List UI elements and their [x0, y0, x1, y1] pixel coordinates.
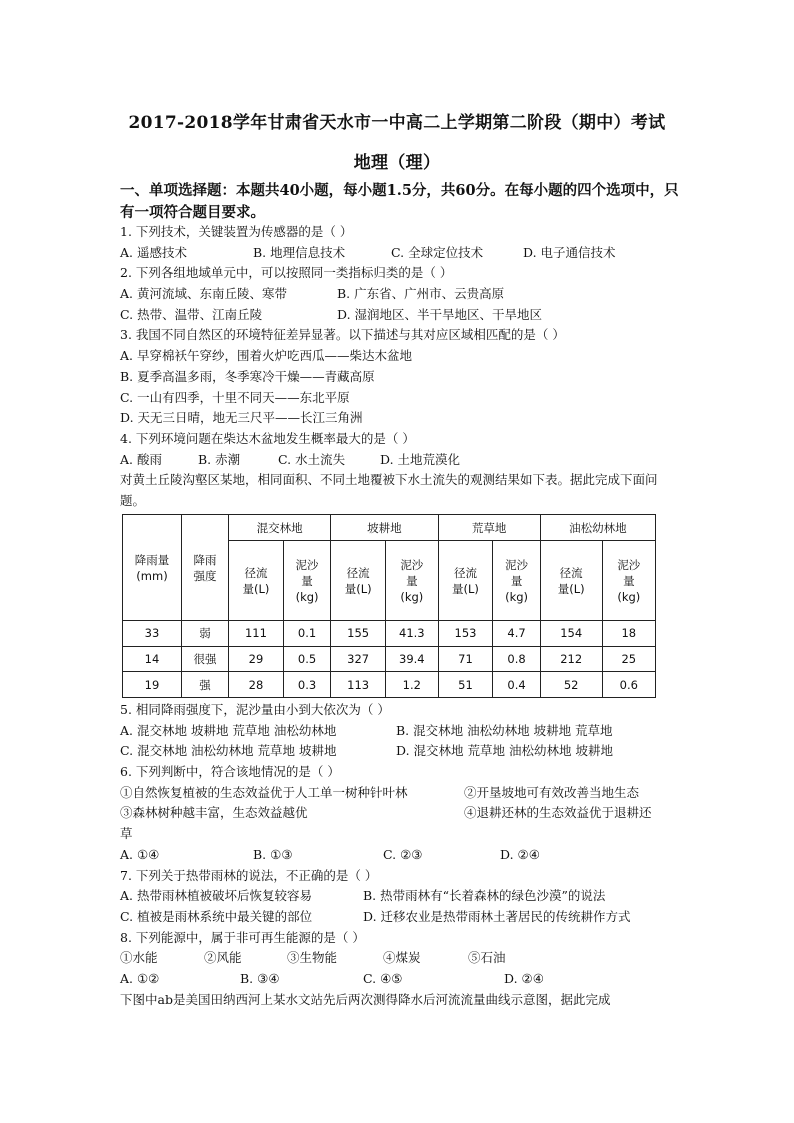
- group-slope-farmland: 坡耕地: [331, 515, 438, 541]
- q8-item-4: ④煤炭: [383, 950, 421, 966]
- sediment-label: 泥沙: [295, 557, 319, 572]
- q8-item-3: ③生物能: [287, 950, 338, 966]
- question-list: [120, 222, 680, 512]
- sediment-label: 泥沙: [400, 557, 424, 572]
- q2-option-c: C. 热带、温带、江南丘陵: [120, 306, 263, 322]
- q4-option-d: D. 土地荒漠化: [380, 451, 461, 467]
- cell-value: 41.3: [386, 621, 438, 647]
- q2-option-d: D. 湿润地区、半干旱地区、干旱地区: [337, 306, 543, 322]
- q4-option-b: B. 赤潮: [198, 451, 241, 467]
- sediment-label2: 量: [510, 573, 523, 588]
- cell-value: 113: [331, 672, 386, 698]
- cell-intensity: 很强: [182, 646, 229, 672]
- header-intensity: [182, 515, 229, 621]
- soil-erosion-table: [122, 514, 656, 698]
- q6-option-b: B. ①③: [253, 846, 293, 862]
- cell-intensity: 强: [182, 672, 229, 698]
- q1-option-c: C. 全球定位技术: [391, 244, 484, 260]
- q8-option-b: B. ③④: [240, 970, 280, 986]
- cell-value: 327: [331, 646, 386, 672]
- subheader-sediment: [283, 541, 330, 621]
- cell-intensity: 弱: [182, 621, 229, 647]
- cell-value: 155: [331, 621, 386, 647]
- runoff-label: 径流: [346, 565, 370, 580]
- subheader-runoff: [331, 541, 386, 621]
- q2-options-row2: [120, 305, 680, 326]
- q8-option-a: A. ①②: [120, 970, 160, 986]
- figure-passage: 下图中ab是美国田纳西河上某水文站先后两次测得降水后河流流量曲线示意图，据此完成: [120, 991, 611, 1007]
- q8-item-1: ①水能: [120, 950, 158, 966]
- q6-statements-row1: [120, 783, 680, 804]
- header-rainfall-unit: (mm): [136, 568, 168, 583]
- runoff-unit: 量(L): [557, 581, 585, 596]
- q1-option-a: A. 遥感技术: [120, 244, 187, 260]
- q7-option-c: C. 植被是雨林系统中最关键的部位: [120, 908, 313, 924]
- cell-value: 71: [438, 646, 493, 672]
- runoff-unit: 量(L): [344, 581, 372, 596]
- table-row: [123, 621, 656, 647]
- cell-value: 0.4: [493, 672, 540, 698]
- cell-rain: 14: [123, 646, 182, 672]
- q6-options: [120, 845, 680, 866]
- q5-options-row1: [120, 721, 680, 742]
- sediment-label: 泥沙: [505, 557, 529, 572]
- cell-value: 18: [602, 621, 655, 647]
- subheader-sediment: [386, 541, 438, 621]
- exam-subtitle: 地理（理）: [353, 153, 441, 173]
- q6-statements-row2: [120, 803, 680, 824]
- q1-options: [120, 243, 680, 264]
- cell-value: 52: [540, 672, 602, 698]
- q1-option-d: D. 电子通信技术: [523, 244, 616, 260]
- q6-statement-4: ④退耕还林的生态效益优于退耕还: [464, 805, 652, 821]
- q8-option-d: D. ②④: [504, 970, 544, 986]
- subheader-runoff: [540, 541, 602, 621]
- sediment-label2: 量: [406, 573, 418, 588]
- q8-items: [120, 948, 680, 969]
- q6-statement-2: ②开垦坡地可有效改善当地生态: [464, 784, 640, 800]
- cell-value: 29: [229, 646, 284, 672]
- q6-option-a: A. ①④: [120, 846, 160, 862]
- q6-stem: 6. 下列判断中，符合该地情况的是（ ）: [120, 764, 340, 780]
- runoff-label: 径流: [453, 565, 477, 580]
- section-heading: 一、单项选择题：本题共40小题，每小题1.5分，共60分。在每小题的四个选项中，只有一项符合题目要求。: [120, 182, 679, 221]
- cell-value: 0.1: [283, 621, 330, 647]
- q8-option-c: C. ④⑤: [363, 970, 403, 986]
- q6-option-d: D. ②④: [500, 846, 540, 862]
- table-row: [123, 646, 656, 672]
- q7-options-row1: [120, 886, 680, 907]
- cell-value: 39.4: [386, 646, 438, 672]
- q4-options: [120, 450, 680, 471]
- cell-rain: 33: [123, 621, 182, 647]
- group-grassland: 荒草地: [438, 515, 540, 541]
- sediment-unit: (kg): [505, 589, 529, 604]
- q4-stem: 4. 下列环境问题在柴达木盆地发生概率最大的是（ ）: [120, 430, 415, 446]
- q7-options-row2: [120, 907, 680, 928]
- header-intensity-line1: 降雨: [193, 552, 217, 567]
- q6-statement-1: ①自然恢复植被的生态效益优于人工单一树种针叶林: [120, 784, 408, 800]
- cell-value: 4.7: [493, 621, 540, 647]
- sediment-label2: 量: [301, 573, 313, 588]
- q4-option-c: C. 水土流失: [278, 451, 346, 467]
- cell-value: 154: [540, 621, 602, 647]
- exam-title: 2017-2018学年甘肃省天水市一中高二上学期第二阶段（期中）考试: [128, 113, 666, 133]
- table-passage: 对黄土丘陵沟壑区某地，相同面积、不同土地覆被下水土流失的观测结果如下表。据此完成下面问题。: [120, 472, 658, 508]
- group-mixed-forest: 混交林地: [229, 515, 331, 541]
- q5-option-c: C. 混交林地 油松幼林地 荒草地 坡耕地: [120, 743, 337, 759]
- runoff-unit: 量(L): [242, 581, 270, 596]
- group-pine-young-forest: 油松幼林地: [540, 515, 655, 541]
- sediment-unit: (kg): [400, 589, 424, 604]
- q2-options-row1: [120, 284, 680, 305]
- cell-value: 212: [540, 646, 602, 672]
- table-row: [123, 672, 656, 698]
- sediment-unit: (kg): [295, 589, 319, 604]
- cell-value: 51: [438, 672, 493, 698]
- q2-stem: 2. 下列各组地域单元中，可以按照同一类指标归类的是（ ）: [120, 265, 453, 281]
- q5-stem: 5. 相同降雨强度下，泥沙量由小到大依次为（ ）: [120, 702, 390, 717]
- subheader-sediment: [602, 541, 655, 621]
- q7-option-a: A. 热带雨林植被破坏后恢复较容易: [120, 888, 312, 904]
- cell-value: 0.8: [493, 646, 540, 672]
- cell-value: 153: [438, 621, 493, 647]
- runoff-label: 径流: [559, 565, 583, 580]
- q7-option-b: B. 热带雨林有“长着森林的绿色沙漠”的说法: [363, 888, 606, 904]
- sediment-label2: 量: [623, 573, 635, 588]
- q5-options-row2: [120, 741, 680, 762]
- q5-option-b: B. 混交林地 油松幼林地 坡耕地 荒草地: [396, 722, 613, 738]
- header-rainfall-label: 降雨量: [134, 552, 170, 567]
- subheader-runoff: [229, 541, 284, 621]
- sediment-unit: (kg): [617, 589, 641, 604]
- sediment-label: 泥沙: [617, 557, 641, 572]
- cell-rain: 19: [123, 672, 182, 698]
- header-intensity-line2: 强度: [193, 568, 217, 583]
- q4-option-a: A. 酸雨: [120, 451, 162, 467]
- runoff-unit: 量(L): [452, 581, 479, 596]
- q5-option-d: D. 混交林地 荒草地 油松幼林地 坡耕地: [396, 743, 613, 759]
- cell-value: 25: [602, 646, 655, 672]
- q8-item-2: ②风能: [204, 950, 242, 966]
- q2-option-b: B. 广东省、广州市、云贵高原: [337, 286, 505, 302]
- cell-value: 0.5: [283, 646, 330, 672]
- header-rainfall: [123, 515, 182, 621]
- q6-option-c: C. ②③: [383, 846, 423, 862]
- q1-stem: 1. 下列技术，关键装置为传感器的是（ ）: [120, 224, 353, 239]
- runoff-label: 径流: [244, 565, 268, 580]
- q3-option-a: A. 早穿棉袄午穿纱，围着火炉吃西瓜——柴达木盆地: [120, 348, 412, 364]
- cell-value: 0.6: [602, 672, 655, 698]
- q1-option-b: B. 地理信息技术: [253, 244, 346, 260]
- q3-option-d: D. 天无三日晴，地无三尺平——长江三角洲: [120, 410, 363, 426]
- q8-stem: 8. 下列能源中，属于非可再生能源的是（ ）: [120, 929, 365, 945]
- q8-item-5: ⑤石油: [468, 950, 506, 966]
- q5-option-a: A. 混交林地 坡耕地 荒草地 油松幼林地: [120, 722, 337, 738]
- q7-stem: 7. 下列关于热带雨林的说法，不正确的是（ ）: [120, 867, 378, 883]
- cell-value: 0.3: [283, 672, 330, 698]
- subheader-runoff: [438, 541, 493, 621]
- cell-value: 111: [229, 621, 284, 647]
- subheader-sediment: [493, 541, 540, 621]
- cell-value: 1.2: [386, 672, 438, 698]
- q7-option-d: D. 迁移农业是热带雨林土著居民的传统耕作方式: [363, 908, 631, 924]
- q3-option-b: B. 夏季高温多雨，冬季寒冷干燥——青藏高原: [120, 368, 375, 384]
- q2-option-a: A. 黄河流域、东南丘陵、寒带: [120, 286, 287, 302]
- cell-value: 28: [229, 672, 284, 698]
- q6-statement-3: ③森林树种越丰富，生态效益越优: [120, 805, 308, 821]
- q6-statement-4-cont: 草: [120, 826, 133, 842]
- question-list-2: [120, 700, 680, 1010]
- q3-option-c: C. 一山有四季，十里不同天——东北平原: [120, 389, 350, 405]
- q8-options: [120, 969, 680, 990]
- q3-stem: 3. 我国不同自然区的环境特征差异显著。以下描述与其对应区域相匹配的是（ ）: [120, 327, 565, 343]
